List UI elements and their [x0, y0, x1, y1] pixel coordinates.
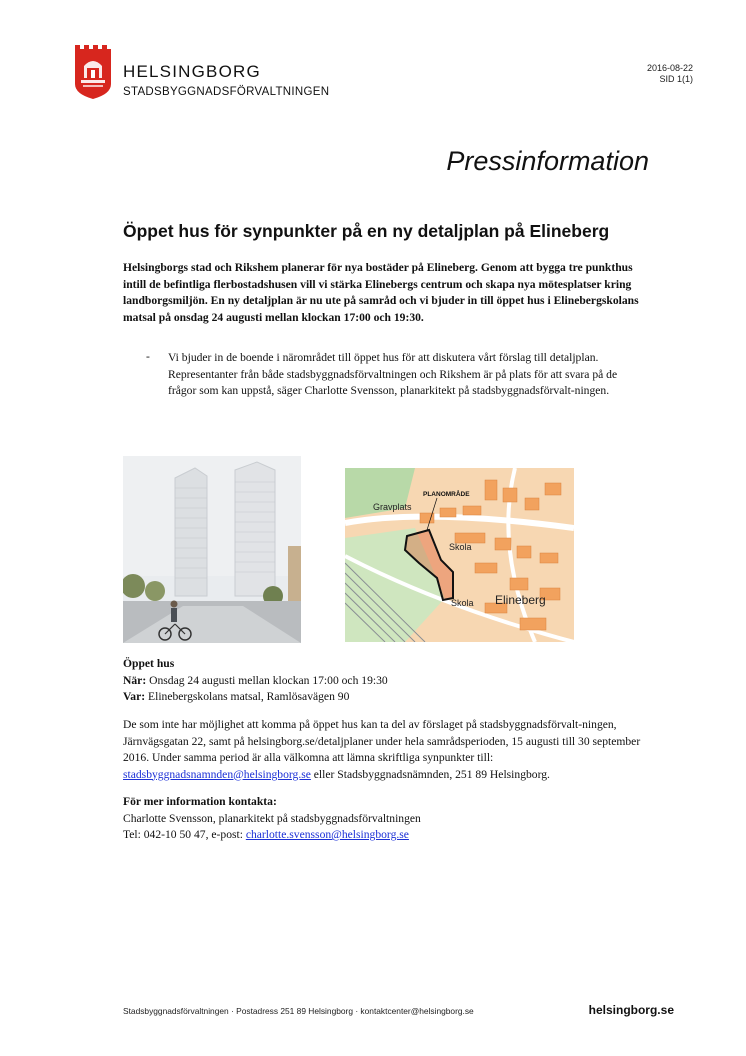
event-info: [123, 656, 683, 706]
doc-page: SID 1(1): [659, 74, 693, 84]
contact-email-link[interactable]: charlotte.svensson@helsingborg.se: [245, 828, 409, 841]
doc-meta: [647, 63, 693, 85]
info-paragraph: [123, 717, 643, 783]
map-label-planomrade: PLANOMRÅDE: [423, 491, 470, 498]
event-where-label: Var:: [123, 690, 146, 703]
event-title: Öppet hus: [123, 657, 175, 670]
doc-type: Pressinformation: [446, 146, 649, 176]
event-when-value: Onsdag 24 augusti mellan klockan 17:00 och 19:30: [146, 673, 388, 687]
info-paragraph-text: De som inte har möjlighet att komma på öppet hus kan ta del av förslaget på stadsbyggnadsförvalt-ningen, Järnvägsgatan 22, samt på helsingborg.se/detaljplaner under hela samrådsperioden, 15 augusti till 30 september 2016. Under samma period är alla välkomna att lämna skriftliga synpunkter till:: [123, 718, 641, 764]
architectural-rendering-image: [123, 456, 301, 643]
event-when-label: När:: [123, 673, 147, 687]
map-label-skola-2: Skola: [451, 598, 474, 608]
plan-area-map-image: [345, 468, 574, 642]
footer-address: Stadsbyggnadsförvaltningen · Postadress 251 89 Helsingborg · kontaktcenter@helsingborg.se: [123, 1006, 474, 1016]
footer-website: helsingborg.se: [588, 1003, 674, 1017]
map-label-gravplats: Gravplats: [373, 502, 412, 512]
quote-dash: -: [146, 350, 150, 363]
quote-paragraph: Vi bjuder in de boende i närområdet till öppet hus för att diskutera vårt förslag till detaljplan. Representanter från både stadsbyggnadsförvaltningen och Rikshem är på plats för att svara på de frågor som kan uppstå, säger Charlotte Svensson, planarkitekt på stadsbyggnadsförvalt-ningen.: [168, 351, 618, 397]
contact-block: [123, 794, 643, 844]
org-name: HELSINGBORG: [123, 62, 261, 81]
map-label-elineberg: Elineberg: [495, 593, 546, 607]
contact-name: Charlotte Svensson, planarkitekt på stadsbyggnadsförvaltningen: [123, 811, 421, 825]
contact-line: [123, 827, 643, 844]
map-label-skola-1: Skola: [449, 542, 472, 552]
info-paragraph-tail: eller Stadsbyggnadsnämnden, 251 89 Helsingborg.: [310, 767, 550, 781]
contact-title: För mer information kontakta:: [123, 795, 277, 808]
headline: Öppet hus för synpunkter på en ny detaljplan på Elineberg: [123, 221, 610, 241]
event-where: [123, 689, 683, 706]
event-where-value: Elinebergskolans matsal, Ramlösavägen 90: [145, 690, 350, 703]
event-when: [123, 673, 683, 690]
contact-tel: Tel: 042-10 50 47, e-post:: [123, 828, 246, 841]
org-subtitle: STADSBYGGNADSFÖRVALTNINGEN: [123, 86, 330, 98]
stadsbyggnad-email-link[interactable]: stadsbyggnadsnamnden@helsingborg.se: [123, 767, 311, 781]
intro-paragraph: Helsingborgs stad och Rikshem planerar för nya bostäder på Elineberg. Genom att bygga tre punkthus intill de befintliga flerbostadshusen vill vi stärka Elinebergs centrum och skapa nya mötesplatser kring landborgsmiljön. En ny detaljplan är nu ute på samråd och vi bjuder in till öppet hus i Elinebergskolans matsal på onsdag 24 augusti mellan klockan 17:00 och 19:30.: [123, 261, 639, 324]
helsingborg-logo: [74, 44, 112, 100]
doc-date: 2016-08-22: [646, 63, 693, 73]
